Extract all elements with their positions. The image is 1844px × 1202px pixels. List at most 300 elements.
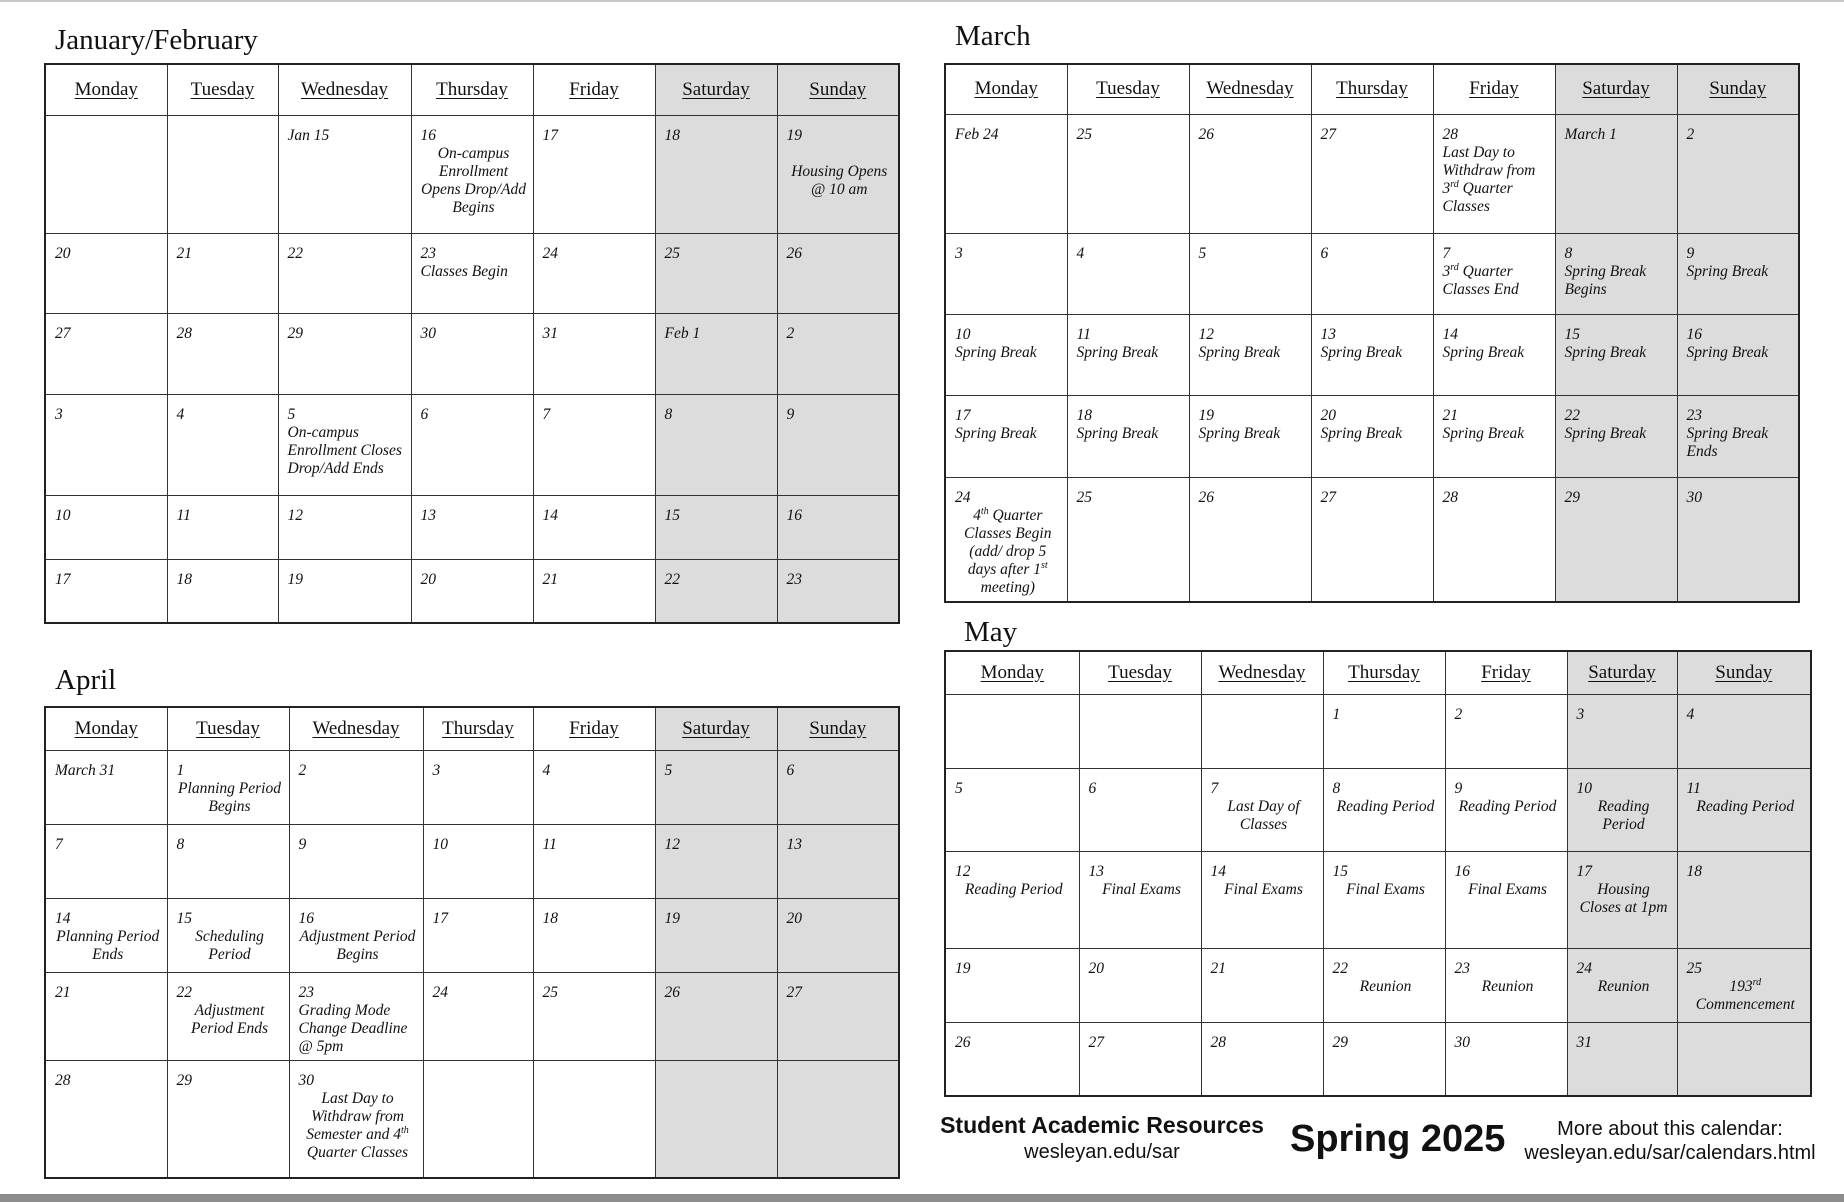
day-cell bbox=[167, 313, 278, 394]
day-number: 21 bbox=[55, 983, 71, 1001]
day-number: 2 bbox=[786, 324, 795, 342]
calendar-grid bbox=[944, 650, 1812, 1097]
day-number: 28 bbox=[176, 324, 192, 342]
day-cell bbox=[1201, 1022, 1323, 1096]
day-cell bbox=[533, 115, 655, 233]
day-cell bbox=[1079, 694, 1201, 768]
day-number: 29 bbox=[1332, 1033, 1348, 1051]
weekday-header-friday: Friday bbox=[533, 64, 655, 115]
day-event: Spring Break bbox=[1442, 424, 1525, 442]
day-cell bbox=[167, 898, 289, 972]
day-number: 4 bbox=[176, 405, 185, 423]
day-number: 17 bbox=[542, 126, 558, 144]
day-number: 3 bbox=[432, 761, 441, 779]
day-cell bbox=[533, 495, 655, 559]
day-cell bbox=[167, 115, 278, 233]
day-number: 27 bbox=[786, 983, 802, 1001]
day-number: 25 bbox=[542, 983, 558, 1001]
day-number: 5 bbox=[287, 405, 296, 423]
week-row bbox=[945, 314, 1799, 395]
day-cell bbox=[777, 115, 899, 233]
day-cell bbox=[1311, 314, 1433, 395]
day-number: 28 bbox=[55, 1071, 71, 1089]
day-number: 5 bbox=[955, 779, 963, 797]
day-event: Planning Period Ends bbox=[56, 927, 160, 963]
day-event: Spring Break bbox=[1564, 424, 1647, 442]
day-event: Last Day of Classes bbox=[1227, 797, 1300, 833]
bottom-border bbox=[0, 1194, 1844, 1202]
day-number: 16 bbox=[786, 506, 802, 524]
day-number: 7 bbox=[1210, 779, 1219, 797]
day-cell bbox=[167, 559, 278, 623]
day-cell bbox=[945, 114, 1067, 233]
week-row bbox=[945, 395, 1799, 477]
day-cell bbox=[1567, 948, 1677, 1022]
day-number: 9 bbox=[1454, 779, 1463, 797]
day-cell bbox=[1677, 1022, 1811, 1096]
day-cell bbox=[945, 314, 1067, 395]
day-cell bbox=[1433, 314, 1555, 395]
day-number: 7 bbox=[55, 835, 63, 853]
day-number: 4 bbox=[1686, 705, 1695, 723]
day-number: 17 bbox=[55, 570, 71, 588]
day-number: Jan 15 bbox=[287, 126, 330, 144]
day-number: 22 bbox=[1332, 959, 1348, 977]
day-number: 25 bbox=[1076, 488, 1092, 506]
day-number: 30 bbox=[1454, 1033, 1470, 1051]
day-number: 18 bbox=[1076, 406, 1092, 424]
weekday-header-wednesday: Wednesday bbox=[278, 64, 411, 115]
day-number: 30 bbox=[298, 1071, 314, 1089]
day-number: 12 bbox=[955, 862, 971, 880]
day-number: 11 bbox=[176, 506, 191, 524]
day-number: 17 bbox=[1576, 862, 1592, 880]
day-cell bbox=[167, 233, 278, 313]
day-cell bbox=[45, 495, 167, 559]
day-number: 25 bbox=[664, 244, 680, 262]
day-cell bbox=[1067, 114, 1189, 233]
day-number: 7 bbox=[542, 405, 551, 423]
day-number: 9 bbox=[1686, 244, 1695, 262]
day-number: 13 bbox=[1088, 862, 1104, 880]
week-row bbox=[45, 972, 899, 1060]
day-number: 26 bbox=[1198, 488, 1214, 506]
day-cell bbox=[167, 1060, 289, 1178]
day-event: 4th Quarter Classes Begin (add/ drop 5 days after 1st meeting) bbox=[964, 505, 1052, 596]
day-cell bbox=[45, 394, 167, 495]
day-cell bbox=[533, 824, 655, 898]
week-row bbox=[45, 898, 899, 972]
day-cell bbox=[533, 394, 655, 495]
day-cell bbox=[1567, 694, 1677, 768]
day-number: 18 bbox=[1686, 862, 1702, 880]
weekday-header-saturday: Saturday bbox=[1567, 651, 1677, 694]
day-number: 5 bbox=[1198, 244, 1207, 262]
month-title: May bbox=[964, 616, 1018, 648]
day-number: 3 bbox=[955, 244, 963, 262]
day-number: 11 bbox=[1686, 779, 1701, 797]
day-cell bbox=[423, 824, 533, 898]
day-cell bbox=[533, 559, 655, 623]
day-cell bbox=[1445, 851, 1567, 948]
week-row bbox=[45, 750, 899, 824]
day-event: Final Exams bbox=[1102, 880, 1181, 898]
day-number: 8 bbox=[176, 835, 185, 853]
day-event: Spring Break bbox=[1198, 424, 1281, 442]
day-event: Reading Period bbox=[964, 880, 1063, 898]
day-event: Scheduling Period bbox=[195, 927, 264, 963]
day-number: 24 bbox=[432, 983, 448, 1001]
week-row bbox=[945, 114, 1799, 233]
weekday-header-thursday: Thursday bbox=[423, 707, 533, 750]
weekday-header-sunday: Sunday bbox=[777, 64, 899, 115]
day-number: 10 bbox=[1576, 779, 1592, 797]
day-cell bbox=[777, 495, 899, 559]
day-cell bbox=[945, 768, 1079, 851]
day-number: 22 bbox=[664, 570, 680, 588]
day-number: 21 bbox=[1442, 406, 1458, 424]
day-event: Spring Break Ends bbox=[1686, 424, 1769, 460]
day-cell bbox=[1311, 477, 1433, 602]
day-number: 19 bbox=[786, 126, 802, 144]
day-number: 25 bbox=[1076, 125, 1092, 143]
day-number: 10 bbox=[55, 506, 71, 524]
day-event: Spring Break bbox=[1076, 424, 1159, 442]
month-title: January/February bbox=[55, 24, 258, 56]
weekday-header-saturday: Saturday bbox=[655, 707, 777, 750]
day-number: 23 bbox=[1686, 406, 1702, 424]
day-number: 13 bbox=[1320, 325, 1336, 343]
weekday-header-tuesday: Tuesday bbox=[1067, 64, 1189, 114]
day-cell bbox=[1445, 694, 1567, 768]
day-cell bbox=[1677, 114, 1799, 233]
day-cell bbox=[289, 750, 423, 824]
day-cell bbox=[1311, 114, 1433, 233]
weekday-header-thursday: Thursday bbox=[1311, 64, 1433, 114]
day-event: Reading Period bbox=[1336, 797, 1435, 815]
day-cell bbox=[945, 948, 1079, 1022]
day-number: 29 bbox=[1564, 488, 1580, 506]
day-cell bbox=[1433, 114, 1555, 233]
day-number: 13 bbox=[420, 506, 436, 524]
day-number: 23 bbox=[1454, 959, 1470, 977]
day-cell bbox=[1201, 694, 1323, 768]
day-event: Final Exams bbox=[1224, 880, 1303, 898]
day-cell bbox=[655, 750, 777, 824]
week-row bbox=[945, 851, 1811, 948]
week-row bbox=[945, 768, 1811, 851]
day-cell bbox=[655, 898, 777, 972]
day-event: Housing Closes at 1pm bbox=[1579, 880, 1668, 916]
day-number: 15 bbox=[1564, 325, 1580, 343]
day-number: 19 bbox=[1198, 406, 1214, 424]
day-cell bbox=[1445, 1022, 1567, 1096]
week-row bbox=[45, 495, 899, 559]
day-cell bbox=[1677, 314, 1799, 395]
day-cell bbox=[1445, 948, 1567, 1022]
day-number: 31 bbox=[1576, 1033, 1592, 1051]
day-number: 21 bbox=[176, 244, 192, 262]
day-number: 4 bbox=[542, 761, 551, 779]
day-cell bbox=[1433, 233, 1555, 314]
day-number: 20 bbox=[786, 909, 802, 927]
day-number: 15 bbox=[664, 506, 680, 524]
calendar-grid bbox=[44, 63, 900, 624]
day-event: Classes Begin bbox=[420, 262, 508, 280]
week-row bbox=[945, 1022, 1811, 1096]
day-number: 26 bbox=[664, 983, 680, 1001]
day-event: Adjustment Period Ends bbox=[190, 1001, 269, 1037]
day-cell bbox=[777, 750, 899, 824]
day-event: Spring Break bbox=[1442, 343, 1525, 361]
day-cell bbox=[1201, 948, 1323, 1022]
day-number: 22 bbox=[287, 244, 303, 262]
day-number: 16 bbox=[420, 126, 436, 144]
day-cell bbox=[1677, 948, 1811, 1022]
top-border bbox=[0, 0, 1844, 2]
day-number: 14 bbox=[1210, 862, 1226, 880]
weekday-header-saturday: Saturday bbox=[655, 64, 777, 115]
day-number: 20 bbox=[55, 244, 71, 262]
day-cell bbox=[945, 1022, 1079, 1096]
day-cell bbox=[1201, 768, 1323, 851]
day-event: Spring Break bbox=[1076, 343, 1159, 361]
day-event: Spring Break bbox=[1686, 343, 1769, 361]
day-number: 18 bbox=[176, 570, 192, 588]
day-event: On-campus Enrollment Closes Drop/Add Ends bbox=[287, 423, 402, 477]
day-cell bbox=[1311, 395, 1433, 477]
day-cell bbox=[289, 898, 423, 972]
calendar-grid bbox=[944, 63, 1800, 603]
day-cell bbox=[1201, 851, 1323, 948]
day-cell bbox=[533, 1060, 655, 1178]
day-cell bbox=[655, 495, 777, 559]
day-number: 22 bbox=[176, 983, 192, 1001]
org-url-link[interactable]: wesleyan.edu/sar bbox=[1024, 1141, 1180, 1163]
day-number: 30 bbox=[420, 324, 436, 342]
day-number: 31 bbox=[542, 324, 558, 342]
day-number: 2 bbox=[1686, 125, 1695, 143]
day-cell bbox=[167, 394, 278, 495]
day-cell bbox=[1433, 395, 1555, 477]
weekday-header-sunday: Sunday bbox=[1677, 64, 1799, 114]
weekday-header-wednesday: Wednesday bbox=[1189, 64, 1311, 114]
day-cell bbox=[1677, 694, 1811, 768]
day-cell bbox=[655, 313, 777, 394]
day-number: 15 bbox=[1332, 862, 1348, 880]
day-number: 20 bbox=[420, 570, 436, 588]
day-cell bbox=[777, 824, 899, 898]
day-number: 26 bbox=[1198, 125, 1214, 143]
day-number: 9 bbox=[786, 405, 795, 423]
day-cell bbox=[777, 313, 899, 394]
day-number: 11 bbox=[542, 835, 557, 853]
weekday-header-tuesday: Tuesday bbox=[167, 707, 289, 750]
day-cell bbox=[1079, 948, 1201, 1022]
week-row bbox=[45, 559, 899, 623]
calendar-url-link[interactable]: wesleyan.edu/sar/calendars.html bbox=[1524, 1142, 1816, 1164]
weekday-header-monday: Monday bbox=[45, 64, 167, 115]
day-cell bbox=[45, 972, 167, 1060]
day-cell bbox=[45, 750, 167, 824]
week-row bbox=[945, 477, 1799, 602]
day-number: 25 bbox=[1686, 959, 1702, 977]
day-cell bbox=[945, 395, 1067, 477]
day-number: March 1 bbox=[1564, 125, 1617, 143]
day-cell bbox=[278, 233, 411, 313]
day-number: 29 bbox=[287, 324, 303, 342]
day-event: On-campus Enrollment Opens Drop/Add Begins bbox=[421, 144, 526, 216]
month-title: March bbox=[955, 20, 1031, 52]
day-cell bbox=[1323, 694, 1445, 768]
day-event: Spring Break bbox=[1686, 262, 1769, 280]
day-cell bbox=[1079, 1022, 1201, 1096]
day-cell bbox=[1677, 477, 1799, 602]
day-event: Final Exams bbox=[1346, 880, 1425, 898]
day-cell bbox=[45, 559, 167, 623]
day-cell bbox=[1555, 314, 1677, 395]
day-cell bbox=[1067, 477, 1189, 602]
day-number: 21 bbox=[1210, 959, 1226, 977]
day-cell bbox=[1323, 851, 1445, 948]
day-cell bbox=[1555, 114, 1677, 233]
weekday-header-friday: Friday bbox=[1433, 64, 1555, 114]
day-number: 10 bbox=[955, 325, 971, 343]
day-number: 16 bbox=[1454, 862, 1470, 880]
day-cell bbox=[1067, 233, 1189, 314]
week-row bbox=[45, 233, 899, 313]
weekday-header-tuesday: Tuesday bbox=[167, 64, 278, 115]
day-number: 22 bbox=[1564, 406, 1580, 424]
day-cell bbox=[423, 972, 533, 1060]
day-cell bbox=[1189, 114, 1311, 233]
day-event: Grading Mode Change Deadline @ 5pm bbox=[298, 1001, 408, 1055]
day-cell bbox=[777, 1060, 899, 1178]
day-cell bbox=[411, 115, 533, 233]
day-cell bbox=[777, 559, 899, 623]
week-row bbox=[45, 394, 899, 495]
day-cell bbox=[1079, 851, 1201, 948]
week-row bbox=[945, 233, 1799, 314]
day-cell bbox=[1445, 768, 1567, 851]
day-event: Last Day to Withdraw from 3rd Quarter Classes bbox=[1442, 143, 1536, 215]
day-number: 6 bbox=[786, 761, 795, 779]
day-number: 16 bbox=[1686, 325, 1702, 343]
day-cell bbox=[411, 233, 533, 313]
day-number: 2 bbox=[1454, 705, 1463, 723]
day-number: Feb 24 bbox=[955, 125, 999, 143]
day-cell bbox=[945, 851, 1079, 948]
day-number: 27 bbox=[1320, 125, 1336, 143]
day-cell bbox=[423, 1060, 533, 1178]
day-cell bbox=[533, 898, 655, 972]
day-event: Spring Break bbox=[955, 424, 1037, 442]
day-number: 6 bbox=[1088, 779, 1097, 797]
month-title: April bbox=[55, 664, 117, 696]
day-cell bbox=[289, 1060, 423, 1178]
day-cell bbox=[777, 394, 899, 495]
day-number: 26 bbox=[786, 244, 802, 262]
day-event: Reading Period bbox=[1458, 797, 1557, 815]
day-event: Final Exams bbox=[1468, 880, 1547, 898]
weekday-header-tuesday: Tuesday bbox=[1079, 651, 1201, 694]
weekday-header-sunday: Sunday bbox=[777, 707, 899, 750]
day-number: March 31 bbox=[55, 761, 116, 779]
term-title: Spring 2025 bbox=[1290, 1118, 1506, 1160]
day-cell bbox=[1189, 233, 1311, 314]
day-cell bbox=[45, 313, 167, 394]
day-cell bbox=[45, 898, 167, 972]
day-number: 23 bbox=[420, 244, 436, 262]
day-number: 8 bbox=[664, 405, 673, 423]
weekday-header-monday: Monday bbox=[945, 651, 1079, 694]
day-cell bbox=[411, 313, 533, 394]
day-cell bbox=[655, 559, 777, 623]
day-cell bbox=[1555, 395, 1677, 477]
day-cell bbox=[1433, 477, 1555, 602]
day-cell bbox=[167, 750, 289, 824]
day-number: 28 bbox=[1210, 1033, 1226, 1051]
day-number: 24 bbox=[955, 488, 971, 506]
day-number: 19 bbox=[955, 959, 971, 977]
day-number: Feb 1 bbox=[664, 324, 701, 342]
day-cell bbox=[289, 972, 423, 1060]
day-cell bbox=[945, 694, 1079, 768]
day-cell bbox=[1079, 768, 1201, 851]
weekday-header-wednesday: Wednesday bbox=[1201, 651, 1323, 694]
day-event: Reunion bbox=[1359, 977, 1412, 995]
day-cell bbox=[411, 559, 533, 623]
week-row bbox=[45, 313, 899, 394]
week-row bbox=[45, 1060, 899, 1178]
day-cell bbox=[1067, 395, 1189, 477]
day-cell bbox=[167, 972, 289, 1060]
day-number: 6 bbox=[420, 405, 429, 423]
weekday-header-thursday: Thursday bbox=[1323, 651, 1445, 694]
day-cell bbox=[1555, 477, 1677, 602]
day-number: 3 bbox=[1576, 705, 1585, 723]
day-number: 13 bbox=[786, 835, 802, 853]
day-number: 20 bbox=[1088, 959, 1104, 977]
day-cell bbox=[289, 824, 423, 898]
day-cell bbox=[1677, 768, 1811, 851]
day-cell bbox=[1567, 1022, 1677, 1096]
day-number: 24 bbox=[1576, 959, 1592, 977]
day-cell bbox=[655, 824, 777, 898]
day-cell bbox=[655, 394, 777, 495]
day-number: 9 bbox=[298, 835, 307, 853]
day-cell bbox=[655, 233, 777, 313]
day-number: 28 bbox=[1442, 125, 1458, 143]
day-event: Last Day to Withdraw from Semester and 4th Quarter Classes bbox=[306, 1089, 409, 1161]
weekday-header-thursday: Thursday bbox=[411, 64, 533, 115]
day-number: 20 bbox=[1320, 406, 1336, 424]
day-cell bbox=[167, 495, 278, 559]
day-cell bbox=[45, 233, 167, 313]
day-number: 12 bbox=[1198, 325, 1214, 343]
day-event: 3rd Quarter Classes End bbox=[1442, 261, 1519, 298]
day-number: 6 bbox=[1320, 244, 1329, 262]
day-cell bbox=[1677, 851, 1811, 948]
day-event: Reading Period bbox=[1696, 797, 1795, 815]
day-event: Spring Break bbox=[1198, 343, 1281, 361]
week-row bbox=[45, 824, 899, 898]
day-cell bbox=[167, 824, 289, 898]
day-number: 14 bbox=[55, 909, 71, 927]
day-event: Reunion bbox=[1597, 977, 1650, 995]
weekday-header-friday: Friday bbox=[1445, 651, 1567, 694]
day-number: 1 bbox=[176, 761, 185, 779]
